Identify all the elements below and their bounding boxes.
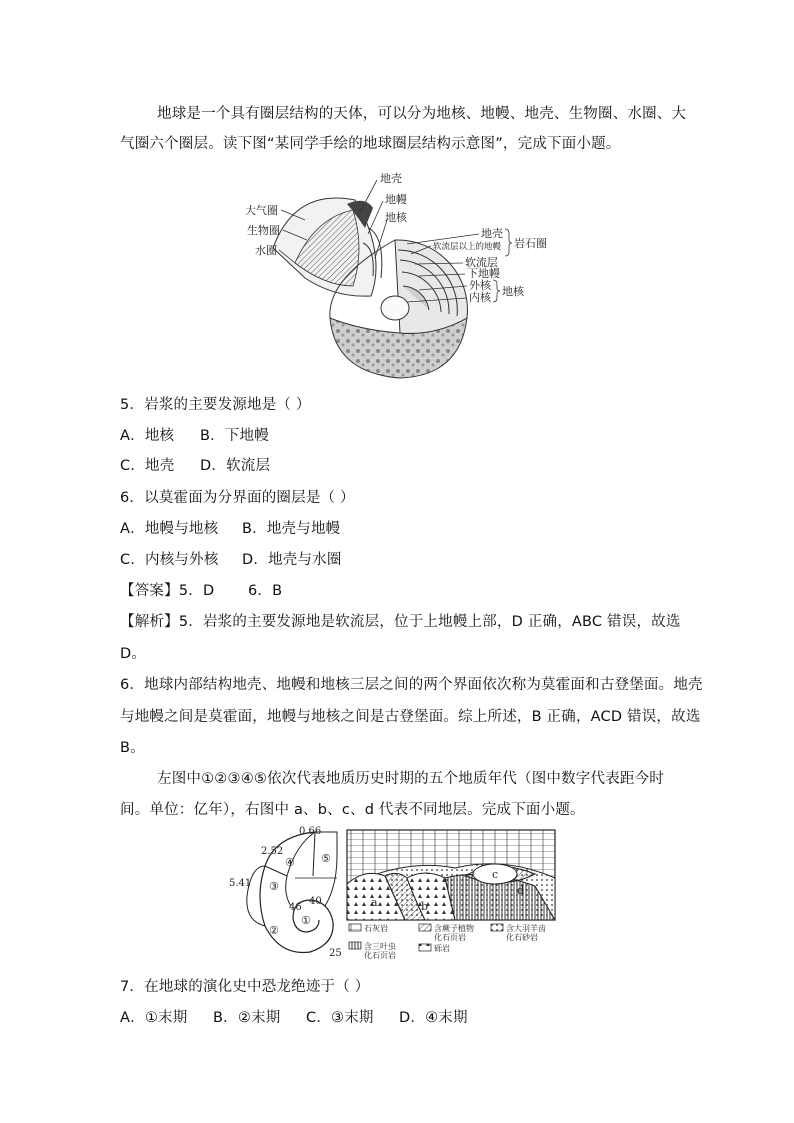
legend-fish-1: 含大羽羊齿 (506, 924, 546, 933)
label-core-top: 地核 (385, 211, 407, 224)
q5-option-a[interactable]: A．地核 (120, 428, 175, 444)
analysis-row (120, 612, 681, 632)
label-crust: 地壳 (481, 227, 503, 240)
q5-option-d[interactable]: D．软流层 (200, 458, 271, 474)
era-1: ① (301, 914, 311, 927)
label-crust-top: 地壳 (380, 172, 402, 185)
label-biosphere: 生物圈 (247, 224, 280, 237)
answer-row (120, 581, 282, 601)
num-5-41: 5.41 (229, 878, 252, 889)
legend-fern-2: 化石页岩 (434, 933, 466, 942)
answer-label: 【答案】 (120, 583, 179, 599)
q6-option-c[interactable]: C．内核与外核 (120, 552, 219, 568)
q5-stem: 5．岩浆的主要发源地是（ ） (120, 397, 311, 413)
label-lower-mantle: 下地幔 (467, 267, 500, 280)
analysis-line3: 6．地球内部结构地壳、地幔和地核三层之间的两个界面依次称为莫霍面和古登堡面。地壳 (120, 677, 703, 693)
analysis-line4: 与地幔之间是莫霍面，地幔与地核之间是古登堡面。综上所述，B 正确，ACD 错误，故选 (120, 709, 701, 725)
strata-section-figure (345, 828, 560, 966)
legend-fern-1: 含蕨子植物 (434, 924, 474, 933)
passage2-line1: 左图中①②③④⑤依次代表地质历史时期的五个地质年代（图中数字代表距今时 (157, 771, 664, 787)
legend-trilobite-2: 化石页岩 (364, 951, 396, 960)
stratum-d: d (517, 884, 525, 897)
label-upper-mantle: 软流层以上的地幔 (433, 242, 502, 252)
q7-option-a[interactable]: A．①末期 (120, 1010, 188, 1026)
legend-fish-2: 化石砂岩 (506, 933, 538, 942)
label-lithosphere: 岩石圈 (514, 237, 547, 250)
label-hydrosphere: 水圈 (255, 244, 277, 257)
label-atmosphere: 大气圈 (245, 204, 278, 217)
passage1-line2: 气圈六个圈层。读下图“某同学手绘的地球圈层结构示意图”，完成下面小题。 (120, 136, 621, 152)
q7-stem: 7．在地球的演化史中恐龙绝迹于（ ） (120, 979, 370, 995)
era-4: ④ (285, 856, 295, 869)
legend-trilobite-1: 含三叶虫 (364, 942, 396, 951)
passage1-line1: 地球是一个具有圈层结构的天体，可以分为地核、地幔、地壳、生物圈、水圈、大 (157, 106, 687, 122)
num-0-66: 0.66 (299, 826, 322, 837)
num-25: 25 (329, 948, 342, 959)
earth-layer-figure (235, 168, 565, 380)
q7-option-c[interactable]: C．③末期 (306, 1010, 374, 1026)
hand-drawn-wedge (273, 198, 382, 296)
analysis-line2: D。 (120, 646, 147, 662)
era-3: ③ (269, 880, 279, 893)
q6-stem: 6．以莫霍面为分界面的圈层是（ ） (120, 490, 355, 506)
num-46: 46 (289, 902, 302, 913)
legend-breccia: 砾岩 (434, 944, 450, 953)
label-outer-core: 外核 (469, 279, 491, 292)
label-mantle-top: 地幔 (385, 193, 407, 206)
q5-option-c[interactable]: C．地壳 (120, 458, 175, 474)
num-40: 40 (309, 896, 322, 907)
q6-option-a[interactable]: A．地幔与地核 (120, 521, 219, 537)
analysis-line1: 5．岩浆的主要发源地是软流层，位于上地幔上部，D 正确，ABC 错误，故选 (178, 614, 681, 630)
num-2-52: 2.52 (261, 846, 284, 857)
label-asthenosphere: 软流层 (465, 256, 498, 269)
label-inner-core: 内核 (469, 291, 491, 304)
q6-option-b[interactable]: B．地壳与地幔 (242, 521, 341, 537)
answer-text: 5．D 6．B (178, 583, 283, 599)
q7-option-b[interactable]: B．②末期 (213, 1010, 281, 1026)
analysis-line5: B。 (120, 740, 145, 756)
legend-limestone: 石灰岩 (364, 924, 388, 933)
era-5: ⑤ (321, 852, 331, 865)
stratum-a: a (371, 896, 378, 909)
passage2-line2: 间。单位：亿年），右图中 a、b、c、d 代表不同地层。完成下面小题。 (120, 802, 585, 818)
q7-option-d[interactable]: D．④末期 (399, 1010, 468, 1026)
q6-option-d[interactable]: D．地壳与水圈 (242, 552, 342, 568)
stratum-b: b (421, 900, 429, 913)
analysis-label: 【解析】 (120, 614, 179, 630)
geologic-spiral-figure (225, 826, 345, 962)
stratum-c: c (492, 868, 499, 881)
era-2: ② (269, 924, 279, 937)
q5-option-b[interactable]: B．下地幔 (200, 428, 269, 444)
label-core: 地核 (502, 285, 524, 298)
